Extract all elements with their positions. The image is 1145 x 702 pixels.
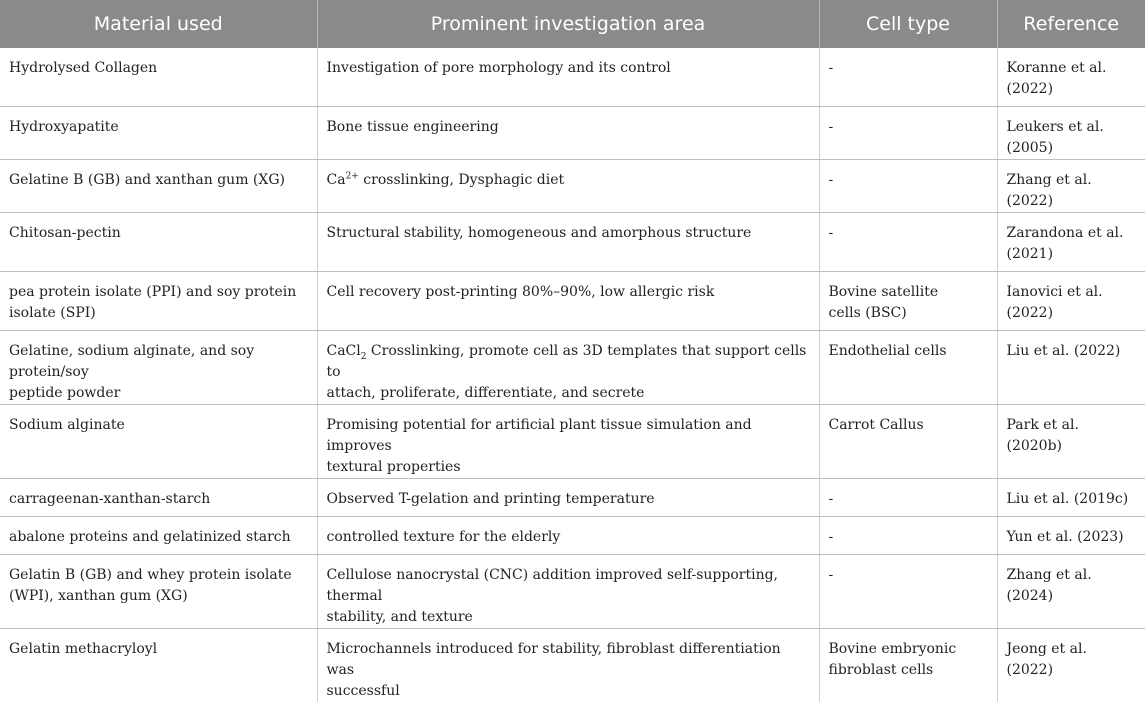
- cell-type-cell: Endothelial cells: [819, 331, 997, 405]
- subscript-count: 2: [361, 352, 367, 362]
- material-cell: pea protein isolate (PPI) and soy protein isolate (SPI): [0, 272, 317, 331]
- reference-cell: Liu et al. (2019c): [997, 479, 1145, 517]
- area-text: Crosslinking, promote cell as 3D templates that support cells to attach, proliferate, differentiate, and secrete: [327, 343, 807, 401]
- reference-cell: Park et al. (2020b): [997, 405, 1145, 479]
- table-row: [0, 272, 1145, 331]
- material-cell: Gelatin B (GB) and whey protein isolate (WPI), xanthan gum (XG): [0, 555, 317, 629]
- cell-type-cell: Bovine embryonic fibroblast cells: [819, 629, 997, 702]
- reference-cell: Zarandona et al. (2021): [997, 213, 1145, 272]
- cell-type-cell: -: [819, 555, 997, 629]
- cell-type-cell: Bovine satellite cells (BSC): [819, 272, 997, 331]
- cell-type-cell: -: [819, 517, 997, 555]
- cell-type-cell: -: [819, 48, 997, 107]
- header-reference: Reference: [997, 0, 1145, 48]
- area-text: CaCl: [327, 343, 361, 359]
- area-cell: [317, 331, 819, 405]
- material-cell: Sodium alginate: [0, 405, 317, 479]
- material-cell: Hydrolysed Collagen: [0, 48, 317, 107]
- area-cell: [317, 160, 819, 213]
- header-material: Material used: [0, 0, 317, 48]
- reference-cell: Jeong et al. (2022): [997, 629, 1145, 702]
- material-cell: abalone proteins and gelatinized starch: [0, 517, 317, 555]
- reference-cell: Ianovici et al. (2022): [997, 272, 1145, 331]
- table-row: [0, 479, 1145, 517]
- reference-cell: Leukers et al. (2005): [997, 107, 1145, 160]
- material-cell: carrageenan-xanthan-starch: [0, 479, 317, 517]
- cell-type-cell: -: [819, 213, 997, 272]
- area-text: crosslinking, Dysphagic diet: [359, 172, 564, 188]
- material-cell: Gelatine, sodium alginate, and soy protein/soy peptide powder: [0, 331, 317, 405]
- table-row: [0, 555, 1145, 629]
- reference-cell: Koranne et al. (2022): [997, 48, 1145, 107]
- cell-type-cell: -: [819, 479, 997, 517]
- table-row: [0, 48, 1145, 107]
- area-cell: Cellulose nanocrystal (CNC) addition improved self-supporting, thermal stability, and texture: [317, 555, 819, 629]
- reference-cell: Liu et al. (2022): [997, 331, 1145, 405]
- area-cell: Structural stability, homogeneous and amorphous structure: [317, 213, 819, 272]
- area-cell: controlled texture for the elderly: [317, 517, 819, 555]
- table-row: [0, 331, 1145, 405]
- material-cell: Gelatin methacryloyl: [0, 629, 317, 702]
- header-investigation-area: Prominent investigation area: [317, 0, 819, 48]
- reference-cell: Zhang et al. (2024): [997, 555, 1145, 629]
- area-cell: Observed T-gelation and printing temperature: [317, 479, 819, 517]
- table-header: [0, 0, 1145, 48]
- area-cell: Microchannels introduced for stability, fibroblast differentiation was successful: [317, 629, 819, 702]
- cell-type-cell: -: [819, 160, 997, 213]
- header-row: [0, 0, 1145, 48]
- area-cell: Bone tissue engineering: [317, 107, 819, 160]
- area-cell: Promising potential for artificial plant tissue simulation and improves textural properties: [317, 405, 819, 479]
- material-cell: Chitosan-pectin: [0, 213, 317, 272]
- table-row: [0, 213, 1145, 272]
- table-row: [0, 629, 1145, 702]
- reference-cell: Zhang et al. (2022): [997, 160, 1145, 213]
- table-row: [0, 160, 1145, 213]
- table-body: [0, 48, 1145, 702]
- reference-cell: Yun et al. (2023): [997, 517, 1145, 555]
- table-row: [0, 517, 1145, 555]
- table-row: [0, 405, 1145, 479]
- area-cell: Cell recovery post-printing 80%–90%, low allergic risk: [317, 272, 819, 331]
- area-cell: Investigation of pore morphology and its control: [317, 48, 819, 107]
- header-cell-type: Cell type: [819, 0, 997, 48]
- area-text: Ca: [327, 172, 346, 188]
- cell-type-cell: Carrot Callus: [819, 405, 997, 479]
- table-row: [0, 107, 1145, 160]
- material-cell: Gelatine B (GB) and xanthan gum (XG): [0, 160, 317, 213]
- cell-type-cell: -: [819, 107, 997, 160]
- material-cell: Hydroxyapatite: [0, 107, 317, 160]
- superscript-charge: 2+: [346, 171, 359, 181]
